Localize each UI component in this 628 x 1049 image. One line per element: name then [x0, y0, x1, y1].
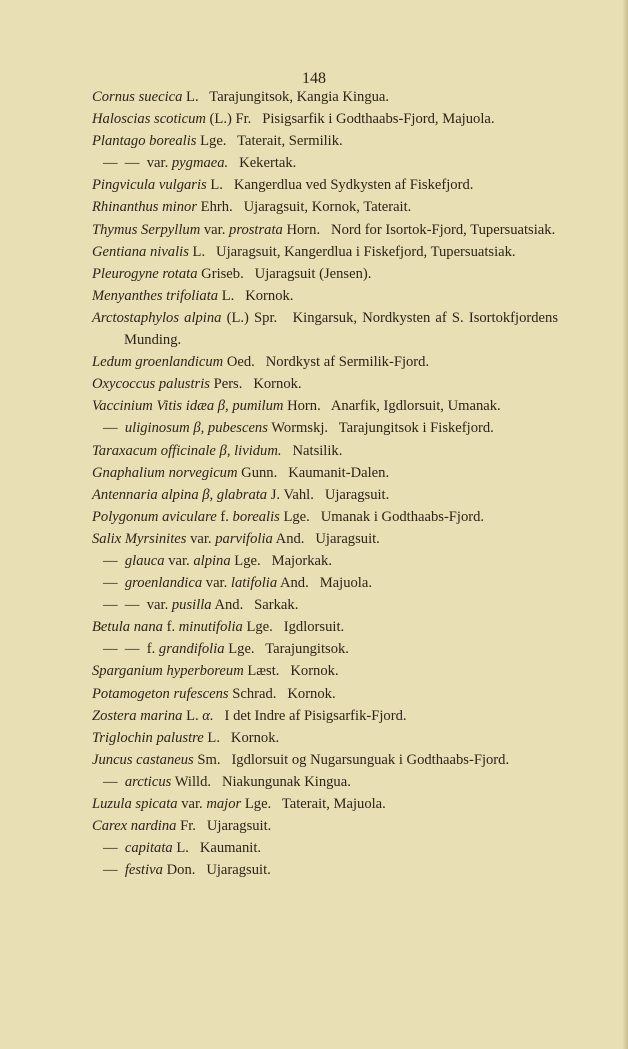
page-edge	[622, 0, 628, 1049]
species-entry	[92, 174, 558, 196]
species-name: minutifolia	[178, 619, 243, 636]
species-name: Luzula spicata	[92, 796, 178, 812]
species-name: capitata	[124, 840, 173, 857]
entry-text: var.	[164, 552, 194, 569]
species-entry	[92, 307, 562, 351]
entry-text: Oed. Nordkyst af Sermilik-Fjord.	[223, 354, 430, 371]
species-entry	[92, 285, 558, 307]
species-entry	[92, 196, 558, 218]
species-name: parvifolia	[215, 530, 273, 547]
species-name: Gnaphalium norvegicum	[92, 464, 238, 481]
entry-text: Fr. Ujaragsuit.	[176, 818, 272, 835]
species-entry	[92, 241, 558, 263]
entry-text: var.	[177, 796, 207, 812]
species-entry	[92, 484, 558, 506]
species-name: Taraxacum officinale β, lividum.	[92, 442, 282, 459]
species-name: Potamogeton rufescens	[92, 685, 229, 702]
species-name: arcticus	[124, 773, 172, 790]
entry-text: (L.) Spr. Kingarsuk, Nordkysten af S. Isortokfjordens Munding.	[124, 309, 562, 349]
species-entry	[92, 86, 558, 108]
entry-text: var.	[200, 221, 230, 238]
entry-text: L.	[182, 707, 203, 724]
entry-text: —	[92, 552, 125, 569]
entry-text: Lge. Igdlorsuit.	[242, 619, 345, 636]
entry-text: Lge. Majorkak.	[230, 552, 332, 569]
entry-text: Lge. Umanak i Godthaabs-Fjord.	[279, 508, 485, 525]
species-entry	[92, 108, 558, 130]
entry-text: var.	[202, 575, 231, 592]
entry-text: Kekertak.	[228, 155, 297, 172]
species-name: groenlandica	[124, 575, 203, 592]
species-name: pusilla	[171, 597, 212, 614]
species-name: Plantago borealis	[92, 133, 197, 150]
species-name: Vaccinium Vitis idæa β, pumilum	[92, 398, 284, 415]
species-entry	[92, 417, 558, 439]
species-name: Zostera marina	[92, 707, 183, 724]
entry-text: —	[92, 773, 125, 790]
species-name: prostrata	[229, 221, 283, 238]
species-entry	[92, 373, 558, 395]
entry-text: Willd. Niakungunak Kingua.	[171, 773, 351, 790]
species-entry	[92, 550, 558, 572]
entry-text: —	[92, 862, 125, 879]
species-name: Salix Myrsinites	[92, 530, 187, 547]
species-entry	[92, 683, 558, 705]
entry-text: Horn. Anarfik, Igdlorsuit, Umanak.	[283, 398, 501, 415]
species-name: Polygonum aviculare	[92, 508, 217, 525]
species-name: Juncus castaneus	[92, 751, 194, 768]
species-name: Ledum groenlandicum	[92, 354, 224, 371]
entry-text: L. Kaumanit.	[172, 840, 262, 857]
species-name: α.	[202, 707, 214, 724]
species-name: Gentiana nivalis	[92, 243, 189, 260]
entry-text: And. Ujaragsuit.	[272, 530, 380, 547]
species-name: festiva	[124, 862, 163, 879]
species-entry	[92, 859, 558, 881]
entry-text: L. Tarajungitsok, Kangia Kingua.	[182, 89, 390, 105]
entry-text: Lge. Taterait, Majuola.	[241, 796, 386, 812]
species-name: Antennaria alpina β, glabrata	[92, 486, 268, 503]
species-name: Oxycoccus palustris	[92, 376, 210, 393]
entry-text: L. Kangerdlua ved Sydkysten af Fiskefjord.	[206, 177, 474, 194]
species-entry	[92, 440, 558, 462]
species-name: Cornus suecica	[92, 89, 183, 105]
species-name: latifolia	[230, 575, 278, 592]
entry-text: Gunn. Kaumanit-Dalen.	[237, 464, 390, 481]
entry-text: Ehrh. Ujaragsuit, Kornok, Taterait.	[197, 199, 412, 216]
entry-text: And. Sarkak.	[211, 597, 299, 614]
page-number: 148	[302, 70, 326, 87]
entry-text: Horn. Nord for Isortok-Fjord, Tupersuatsiak.	[282, 221, 556, 238]
species-name: Triglochin palustre	[92, 729, 204, 746]
species-name: Carex nardina	[92, 818, 177, 835]
species-entry	[92, 572, 558, 594]
species-entry	[92, 594, 558, 616]
species-entry	[92, 727, 558, 749]
entry-text: f.	[162, 619, 179, 636]
species-name: Pingvicula vulgaris	[92, 177, 207, 194]
entry-text: L. Kornok.	[203, 729, 280, 746]
species-name: grandifolia	[158, 641, 225, 658]
entry-text: — — var.	[92, 155, 172, 172]
species-name: Sparganium hyperboreum	[92, 663, 244, 680]
species-name: Arctostaphylos alpina	[92, 309, 222, 326]
entry-text: Don. Ujaragsuit.	[162, 862, 271, 879]
entry-text: var.	[186, 530, 216, 547]
entry-text: —	[92, 840, 125, 857]
entry-text: L. Ujaragsuit, Kangerdlua i Fiskefjord, Tupersuatsiak.	[188, 243, 516, 260]
species-name: Thymus Serpyllum	[92, 221, 201, 238]
species-name: pygmaea.	[171, 155, 229, 172]
species-entry	[92, 837, 558, 859]
species-entry	[92, 705, 558, 727]
species-entry	[92, 660, 558, 682]
species-entry	[92, 462, 558, 484]
entry-text: I det Indre af Pisigsarfik-Fjord.	[213, 707, 407, 724]
species-entry	[92, 638, 558, 660]
entry-text: Natsilik.	[281, 442, 343, 459]
entry-text: Læst. Kornok.	[243, 663, 339, 680]
entry-text: Pers. Kornok.	[209, 376, 302, 393]
species-list	[92, 86, 562, 881]
entry-text: Schrad. Kornok.	[228, 685, 336, 702]
species-entry	[92, 616, 558, 638]
entry-text: J. Vahl. Ujaragsuit.	[267, 486, 390, 503]
species-name: Menyanthes trifoliata	[92, 287, 219, 304]
entry-text: Lge. Taterait, Sermilik.	[196, 133, 343, 150]
species-name: Betula nana	[92, 619, 163, 636]
entry-text: — — var.	[92, 597, 172, 614]
entry-text: Lge. Tarajungitsok.	[224, 641, 349, 658]
entry-text: f.	[216, 508, 233, 525]
entry-text: — — f.	[92, 641, 159, 658]
species-name: glauca	[124, 552, 165, 569]
entry-text: Griseb. Ujaragsuit (Jensen).	[197, 265, 372, 282]
species-name: Haloscias scoticum	[92, 111, 206, 128]
entry-text: —	[92, 575, 125, 592]
entry-text: —	[92, 420, 125, 437]
species-entry	[92, 351, 558, 373]
species-entry	[92, 749, 558, 771]
species-entry	[92, 793, 558, 815]
species-entry	[92, 395, 558, 417]
species-name: uliginosum β, pubescens	[124, 420, 268, 437]
entry-text: And. Majuola.	[277, 575, 372, 592]
species-entry	[92, 219, 558, 241]
species-entry	[92, 263, 558, 285]
species-entry	[92, 152, 558, 174]
entry-text: L. Kornok.	[218, 287, 294, 304]
entry-text: (L.) Fr. Pisigsarfik i Godthaabs-Fjord, Majuola.	[205, 111, 495, 128]
entry-text: Wormskj. Tarajungitsok i Fiskefjord.	[267, 420, 494, 437]
species-entry	[92, 506, 558, 528]
species-entry	[92, 815, 558, 837]
species-entry	[92, 771, 558, 793]
species-name: Pleurogyne rotata	[92, 265, 198, 282]
species-name: Rhinanthus minor	[92, 199, 197, 216]
species-entry	[92, 528, 558, 550]
entry-text: Sm. Igdlorsuit og Nugarsunguak i Godthaabs-Fjord.	[193, 751, 510, 768]
species-name: major	[206, 796, 242, 812]
species-name: borealis	[232, 508, 280, 525]
species-name: alpina	[193, 552, 231, 569]
species-entry	[92, 130, 558, 152]
